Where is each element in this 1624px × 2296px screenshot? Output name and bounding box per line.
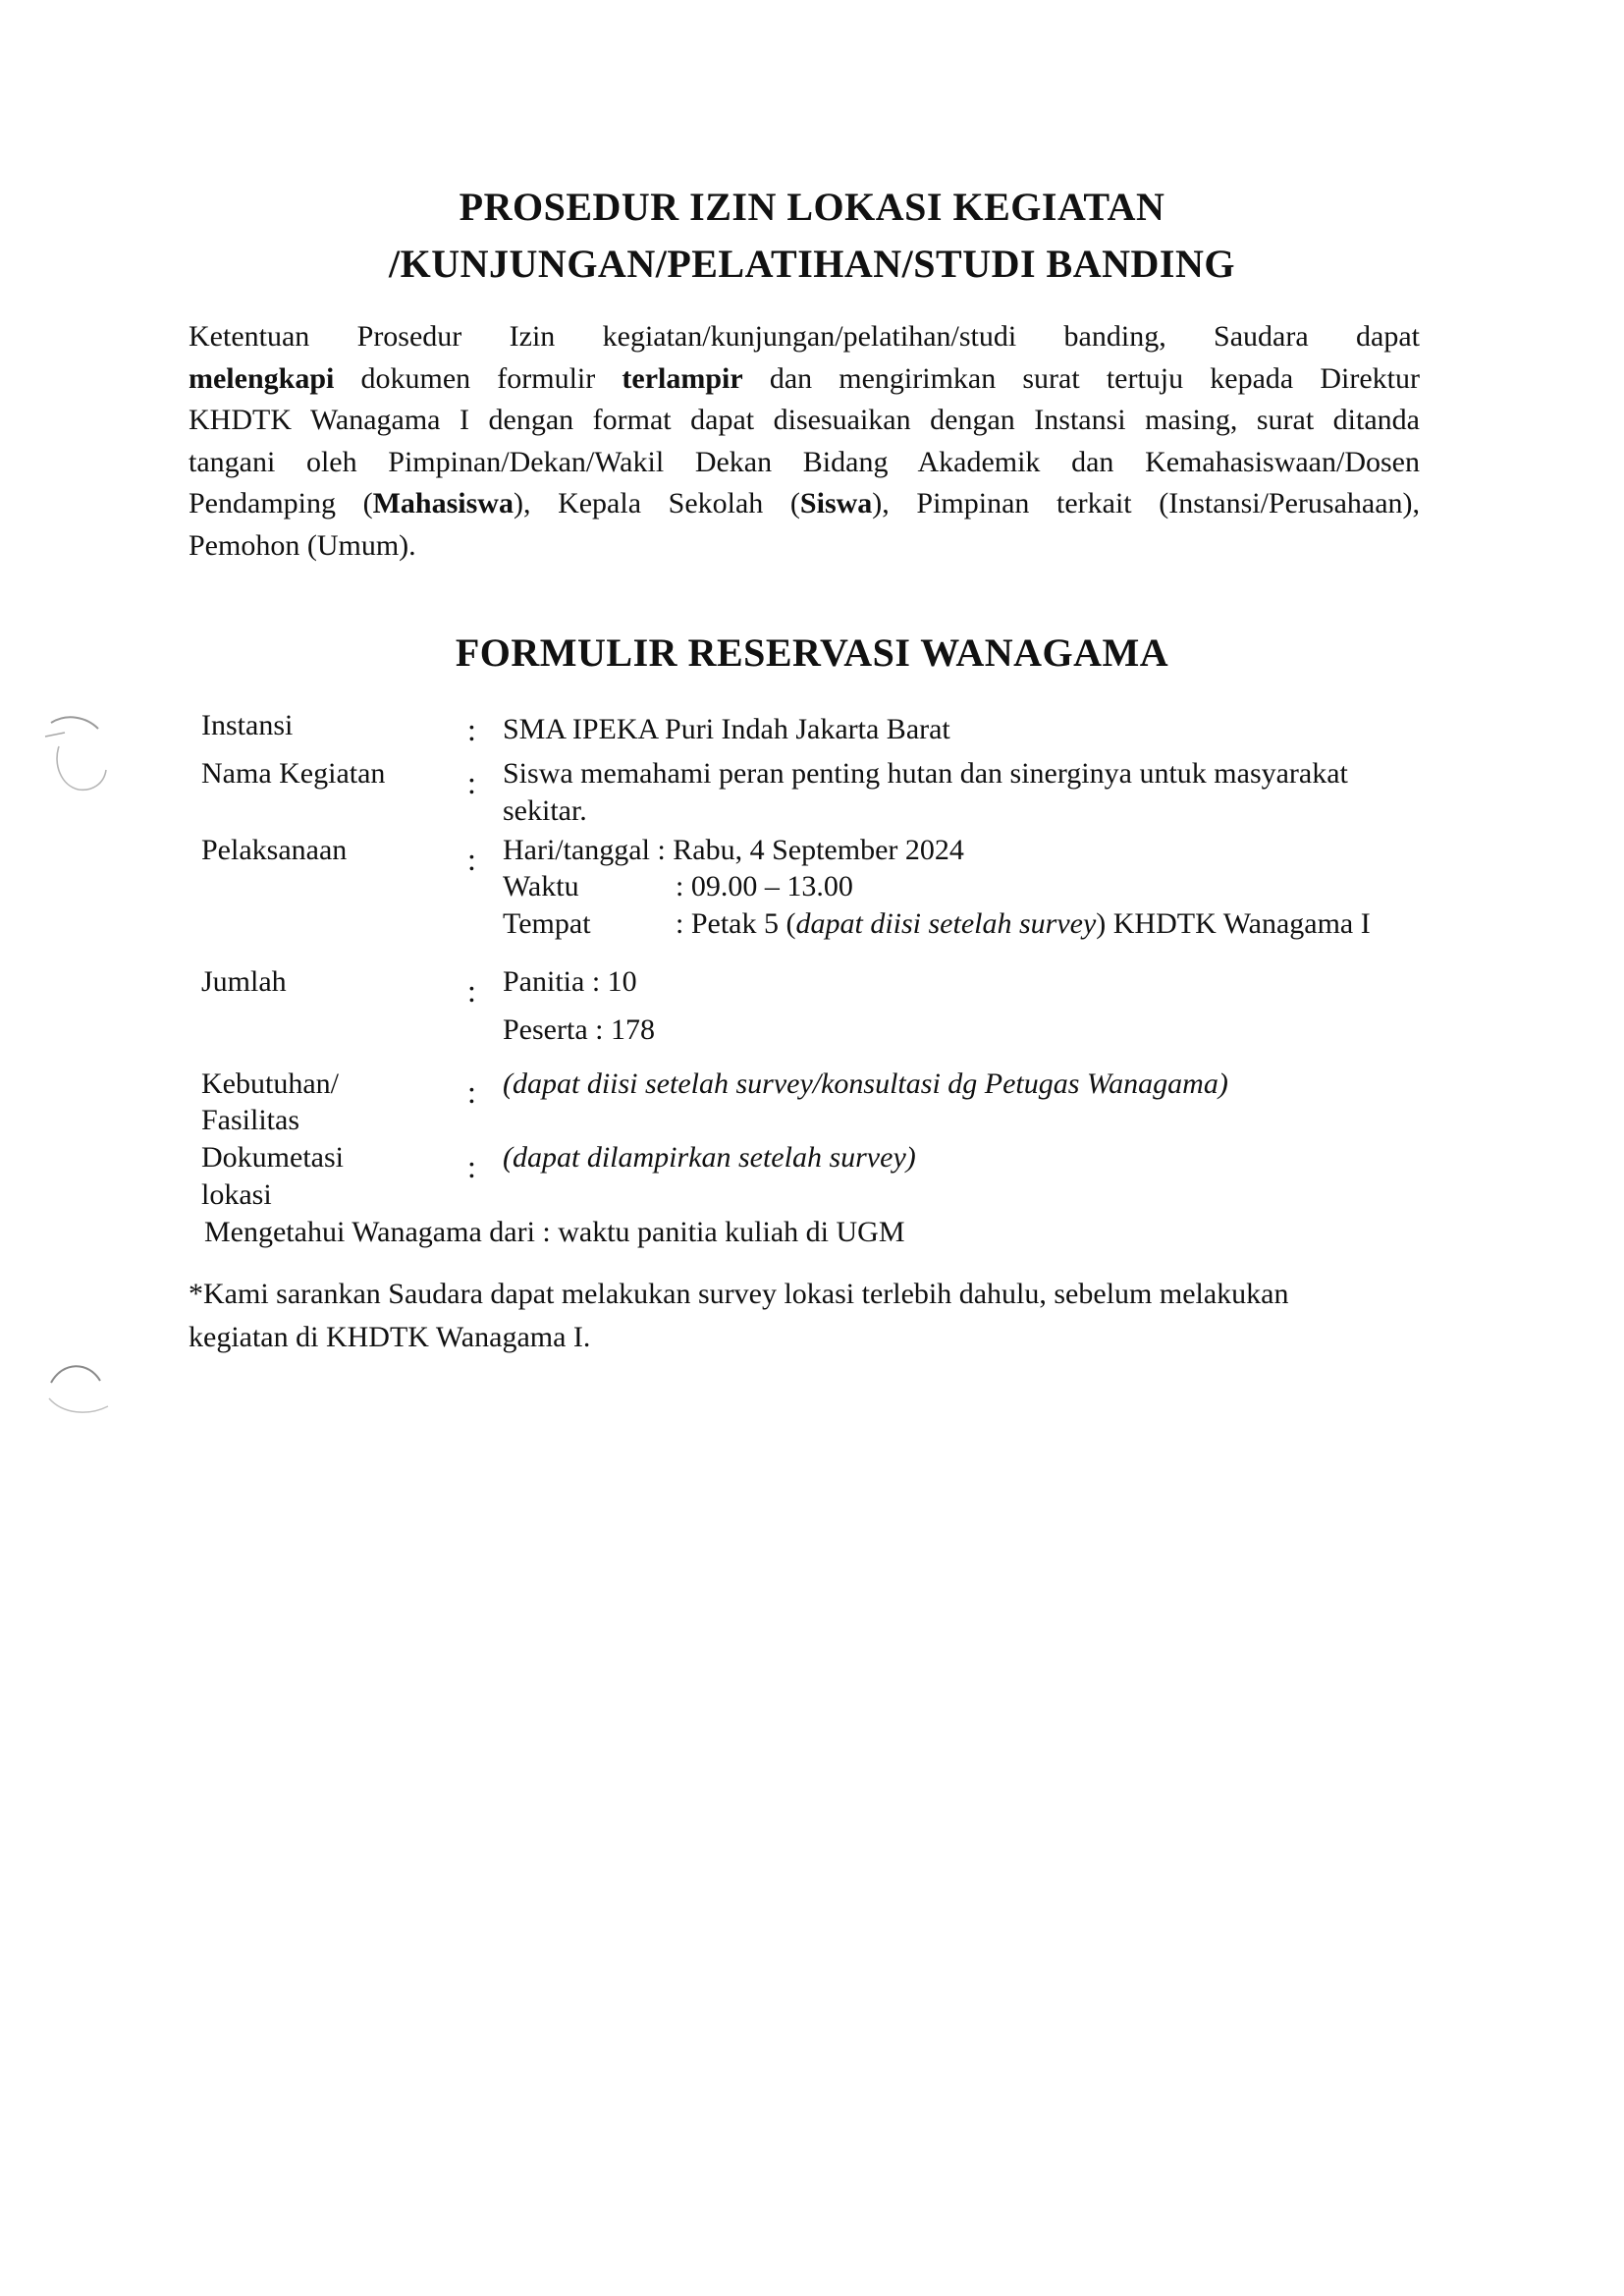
waktu-label: Waktu — [503, 870, 579, 902]
kegiatan-label: Nama Kegiatan — [201, 757, 386, 790]
kegiatan-value-line-1: Siswa memahami peran penting hutan dan sinerginya untuk masyarakat — [503, 757, 1348, 790]
instansi-label: Instansi — [201, 709, 294, 741]
punch-hole-mark-top — [39, 707, 128, 825]
intro-line-2: melengkapi dokumen formulir terlampir dan mengirimkan surat tertuju kepada Direktur — [189, 361, 1420, 395]
intro-bold-mahasiswa: Mahasiswa — [372, 487, 514, 519]
survey-note-line-2: kegiatan di KHDTK Wanagama I. — [189, 1321, 591, 1353]
survey-note-line-1: *Kami sarankan Saudara dapat melakukan survey lokasi terlebih dahulu, sebelum melakukan — [189, 1278, 1289, 1310]
kebutuhan-colon: : — [467, 1074, 476, 1110]
intro-line-5: Pendamping (Mahasiswa), Kepala Sekolah (Siswa), Pimpinan terkait (Instansi/Perusahaan), — [189, 487, 1421, 519]
dokumetasi-value: (dapat dilampirkan setelah survey) — [503, 1141, 916, 1174]
instansi-colon: : — [467, 712, 476, 747]
punch-hole-mark-bottom — [39, 1353, 128, 1432]
pelaksanaan-colon: : — [467, 842, 476, 877]
jumlah-panitia: Panitia : 10 — [503, 965, 637, 998]
survey-note — [189, 1273, 1420, 1359]
jumlah-label: Jumlah — [201, 965, 287, 998]
page-title-line-1: PROSEDUR IZIN LOKASI KEGIATAN — [459, 185, 1165, 229]
jumlah-peserta: Peserta : 178 — [503, 1013, 655, 1046]
pelaksanaan-label: Pelaksanaan — [201, 834, 348, 866]
kegiatan-value-line-2: sekitar. — [503, 794, 587, 827]
dokumetasi-label-line-1: Dokumetasi — [201, 1141, 344, 1174]
intro-bold-terlampir: terlampir — [622, 361, 743, 395]
kebutuhan-value: (dapat diisi setelah survey/konsultasi dg Petugas Wanagama) — [503, 1067, 1228, 1100]
intro-bold-siswa: Siswa — [799, 487, 873, 519]
jumlah-colon: : — [467, 973, 476, 1009]
waktu-value: : 09.00 – 13.00 — [676, 870, 853, 902]
instansi-value: SMA IPEKA Puri Indah Jakarta Barat — [503, 713, 950, 745]
intro-line-1: Ketentuan Prosedur Izin kegiatan/kunjungan/pelatihan/studi banding, Saudara dapat — [189, 320, 1420, 353]
intro-bold-melengkapi: melengkapi — [189, 361, 335, 395]
intro-line-4: tangani oleh Pimpinan/Dekan/Wakil Dekan Bidang Akademik dan Kemahasiswaan/Dosen — [189, 445, 1420, 478]
intro-line-6: Pemohon (Umum). — [189, 528, 416, 562]
kebutuhan-label-line-1: Kebutuhan/ — [201, 1067, 339, 1100]
tempat-label: Tempat — [503, 907, 591, 940]
dokumetasi-colon: : — [467, 1149, 476, 1184]
dokumetasi-label-line-2: lokasi — [201, 1178, 272, 1211]
page-title-line-2: /KUNJUNGAN/PELATIHAN/STUDI BANDING — [389, 242, 1235, 286]
kebutuhan-label-line-2: Fasilitas — [201, 1104, 300, 1136]
tempat-value: : Petak 5 (dapat diisi setelah survey) KHDTK Wanagama I — [676, 907, 1371, 940]
form-title: FORMULIR RESERVASI WANAGAMA — [455, 630, 1169, 675]
intro-paragraph — [189, 316, 1420, 567]
mengetahui-text: Mengetahui Wanagama dari : waktu panitia kuliah di UGM — [204, 1216, 905, 1248]
kegiatan-colon: : — [467, 765, 476, 800]
tempat-italic-note: dapat diisi setelah survey — [795, 907, 1097, 940]
pelaksanaan-tanggal: Hari/tanggal : Rabu, 4 September 2024 — [503, 834, 964, 866]
intro-line-3: KHDTK Wanagama I dengan format dapat disesuaikan dengan Instansi masing, surat ditanda — [189, 404, 1420, 436]
